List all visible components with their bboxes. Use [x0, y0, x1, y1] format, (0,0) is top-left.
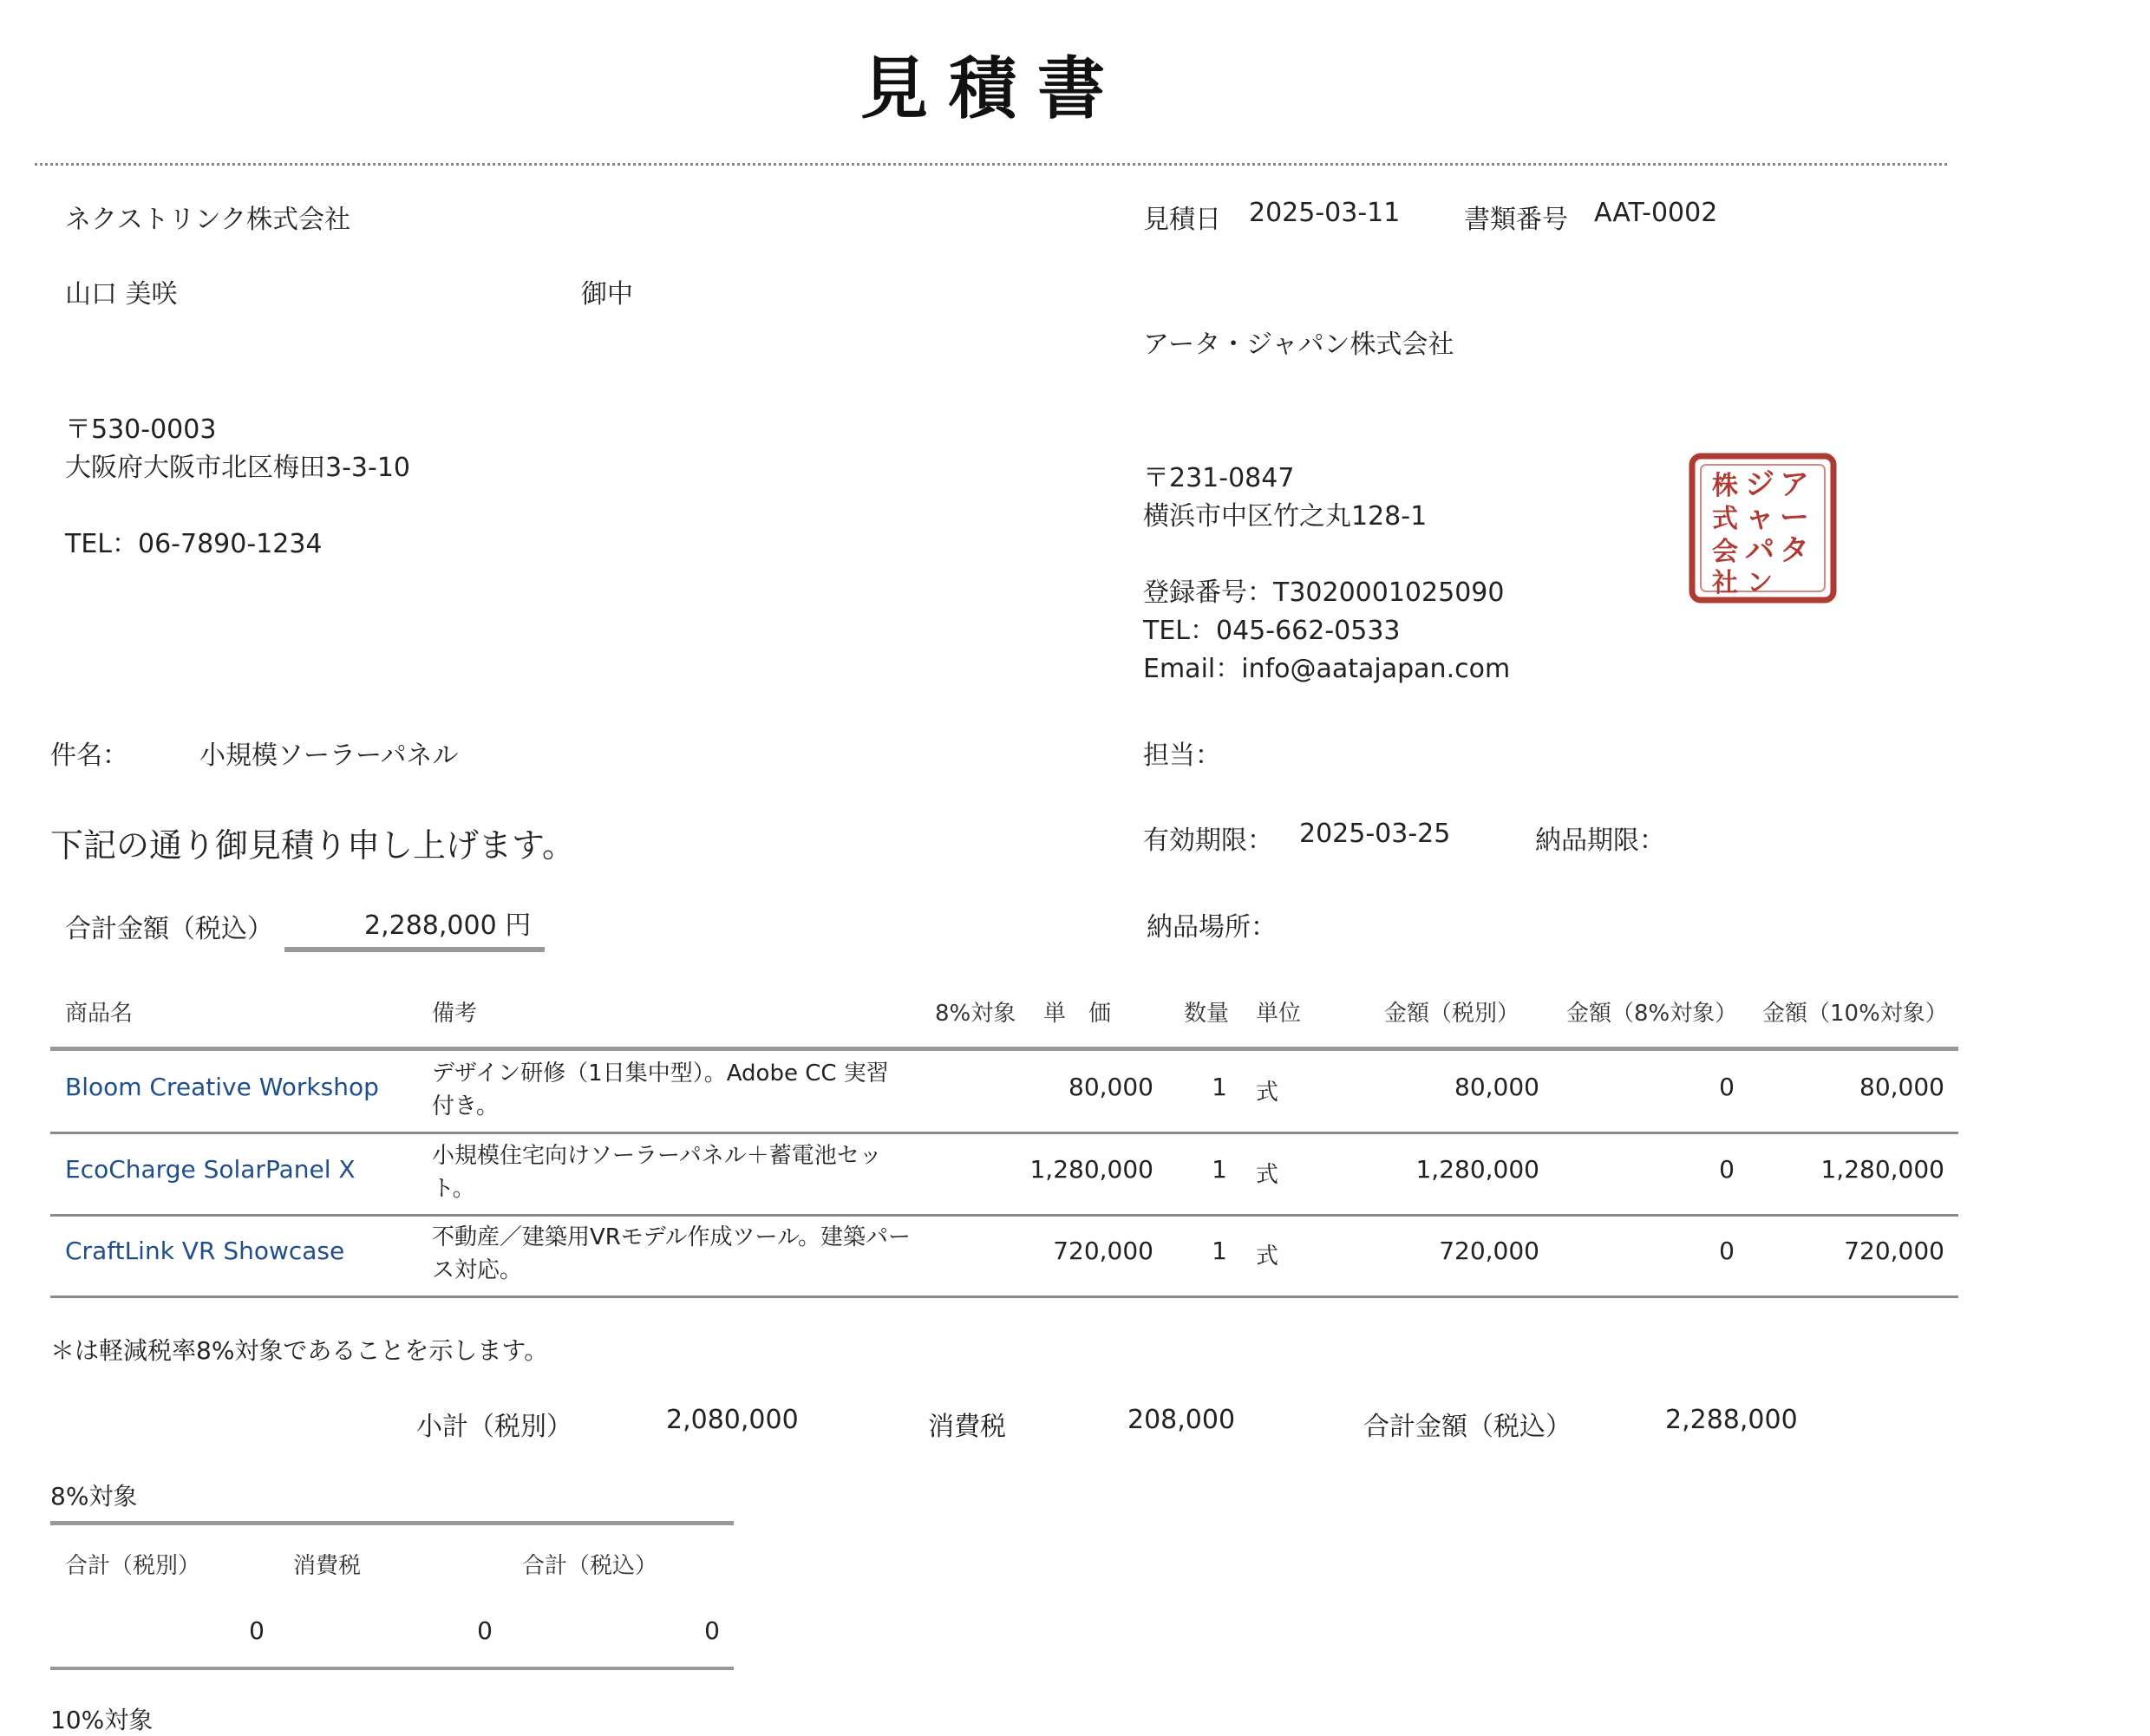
subject-label: 件名： [50, 741, 128, 771]
row-unit: 式 [1256, 1162, 1279, 1188]
delivery-deadline-label: 納品期限： [1535, 826, 1665, 856]
header-note: 備考 [432, 1001, 478, 1027]
valid-until-date: 2025-03-25 [1299, 819, 1451, 849]
company-seal-icon [1687, 451, 1839, 605]
row-unit: 式 [1256, 1080, 1279, 1106]
tax10-title: 10%対象 [50, 1706, 154, 1734]
svg-text:式: 式 [1712, 504, 1738, 534]
tax8-net-header: 合計（税別） [65, 1553, 201, 1579]
row-item-name: CraftLink VR Showcase [65, 1237, 345, 1265]
row-amount-10: 80,000 [1859, 1073, 1944, 1101]
row-note-line1: 不動産／建築用VRモデル作成ツール。建築パー [432, 1224, 911, 1250]
row-note-line2: 付き。 [432, 1093, 499, 1119]
header-reduced-rate: 8%対象 [935, 1001, 1016, 1027]
row-quantity: 1 [1212, 1237, 1227, 1265]
row-note-line1: デザイン研修（1日集中型）。Adobe CC 実習 [432, 1061, 889, 1087]
row-amount-10: 1,280,000 [1820, 1155, 1944, 1184]
row-unit: 式 [1256, 1243, 1279, 1269]
row-divider [50, 1132, 1958, 1134]
row-unit-price: 720,000 [1053, 1237, 1153, 1265]
total-box-underline [284, 947, 545, 952]
row-unit-price: 80,000 [1068, 1073, 1153, 1101]
document-number: AAT-0002 [1594, 198, 1718, 228]
svg-text:ア: ア [1780, 467, 1809, 502]
svg-text:タ: タ [1780, 533, 1809, 568]
recipient-person: 山口 美咲 [65, 279, 178, 310]
row-amount-8: 0 [1719, 1155, 1735, 1184]
subtotal-label: 小計（税別） [416, 1412, 572, 1442]
tax8-top-rule [50, 1521, 734, 1525]
header-amount: 金額（税別） [1384, 1001, 1520, 1027]
svg-text:ャ: ャ [1745, 500, 1774, 535]
estimate-date: 2025-03-11 [1249, 198, 1401, 228]
issuer-company: アータ・ジャパン株式会社 [1143, 330, 1454, 360]
recipient-honorific: 御中 [581, 279, 633, 310]
svg-text:会: 会 [1712, 537, 1738, 567]
row-note-line2: ス対応。 [432, 1257, 523, 1283]
table-header-rule [50, 1047, 1958, 1051]
table-bottom-rule [50, 1295, 1958, 1298]
svg-text:社: 社 [1712, 568, 1738, 598]
row-amount: 80,000 [1454, 1073, 1539, 1101]
row-quantity: 1 [1212, 1073, 1227, 1101]
svg-text:ー: ー [1780, 500, 1809, 535]
header-amount-8: 金額（8%対象） [1566, 1001, 1738, 1027]
row-amount-8: 0 [1719, 1073, 1735, 1101]
row-amount: 720,000 [1439, 1237, 1539, 1265]
recipient-tel: TEL：06-7890-1234 [65, 529, 323, 559]
tax8-gross-value: 0 [704, 1616, 720, 1645]
subtotal-value: 2,080,000 [666, 1405, 799, 1435]
total-box-value: 2,288,000 円 [364, 910, 532, 941]
header-amount-10: 金額（10%対象） [1762, 1001, 1948, 1027]
tax8-tax-value: 0 [477, 1616, 493, 1645]
tax-label: 消費税 [928, 1412, 1006, 1442]
header-item-name: 商品名 [65, 1001, 134, 1027]
intro-text: 下記の通り御見積り申し上げます。 [50, 826, 575, 865]
svg-text:ン: ン [1747, 568, 1773, 598]
svg-text:パ: パ [1745, 533, 1774, 568]
issuer-address: 横浜市中区竹之丸128-1 [1143, 501, 1428, 532]
svg-text:ジ: ジ [1745, 467, 1774, 502]
issuer-registration: 登録番号：T3020001025090 [1143, 578, 1505, 608]
tax8-bottom-rule [50, 1667, 734, 1670]
grand-total-label: 合計金額（税込） [1363, 1412, 1572, 1442]
tax8-tax-header: 消費税 [293, 1553, 362, 1579]
tax-value: 208,000 [1127, 1405, 1236, 1435]
grand-total-value: 2,288,000 [1665, 1405, 1798, 1435]
row-note-line2: ト。 [432, 1176, 475, 1202]
delivery-place-label: 納品場所： [1147, 912, 1277, 943]
recipient-company: ネクストリンク株式会社 [65, 205, 351, 235]
tax8-net-value: 0 [249, 1616, 265, 1645]
row-quantity: 1 [1212, 1155, 1227, 1184]
recipient-address: 大阪府大阪市北区梅田3-3-10 [65, 453, 410, 483]
document-title: 見積書 [859, 50, 1126, 128]
issuer-tel: TEL：045-662-0533 [1143, 616, 1401, 646]
row-note-line1: 小規模住宅向けソーラーパネル＋蓄電池セッ [432, 1143, 882, 1169]
header-quantity: 数量 [1184, 1001, 1230, 1027]
issuer-email: Email：info@aatajapan.com [1143, 654, 1511, 684]
tax8-title: 8%対象 [50, 1482, 138, 1511]
row-divider [50, 1214, 1958, 1217]
row-unit-price: 1,280,000 [1029, 1155, 1153, 1184]
row-amount-10: 720,000 [1844, 1237, 1944, 1265]
row-amount: 1,280,000 [1415, 1155, 1539, 1184]
row-amount-8: 0 [1719, 1237, 1735, 1265]
header-unit-price: 単 価 [1043, 1001, 1112, 1027]
header-unit: 単位 [1256, 1001, 1302, 1027]
row-item-name: EcoCharge SolarPanel X [65, 1155, 356, 1184]
recipient-postal: 〒530-0003 [65, 414, 217, 445]
issuer-postal: 〒231-0847 [1143, 463, 1295, 493]
row-item-name: Bloom Creative Workshop [65, 1073, 379, 1101]
tax8-gross-header: 合計（税込） [522, 1553, 658, 1579]
reduced-rate-footnote: ＊は軽減税率8%対象であることを示します。 [50, 1336, 549, 1365]
total-box-label: 合計金額（税込） [65, 914, 273, 944]
staff-label: 担当： [1143, 741, 1221, 771]
document-number-label: 書類番号 [1464, 205, 1568, 235]
title-divider [35, 163, 1947, 166]
svg-text:株: 株 [1712, 471, 1738, 501]
subject-value: 小規模ソーラーパネル [199, 741, 459, 771]
valid-until-label: 有効期限： [1143, 826, 1273, 856]
estimate-date-label: 見積日 [1143, 205, 1221, 235]
